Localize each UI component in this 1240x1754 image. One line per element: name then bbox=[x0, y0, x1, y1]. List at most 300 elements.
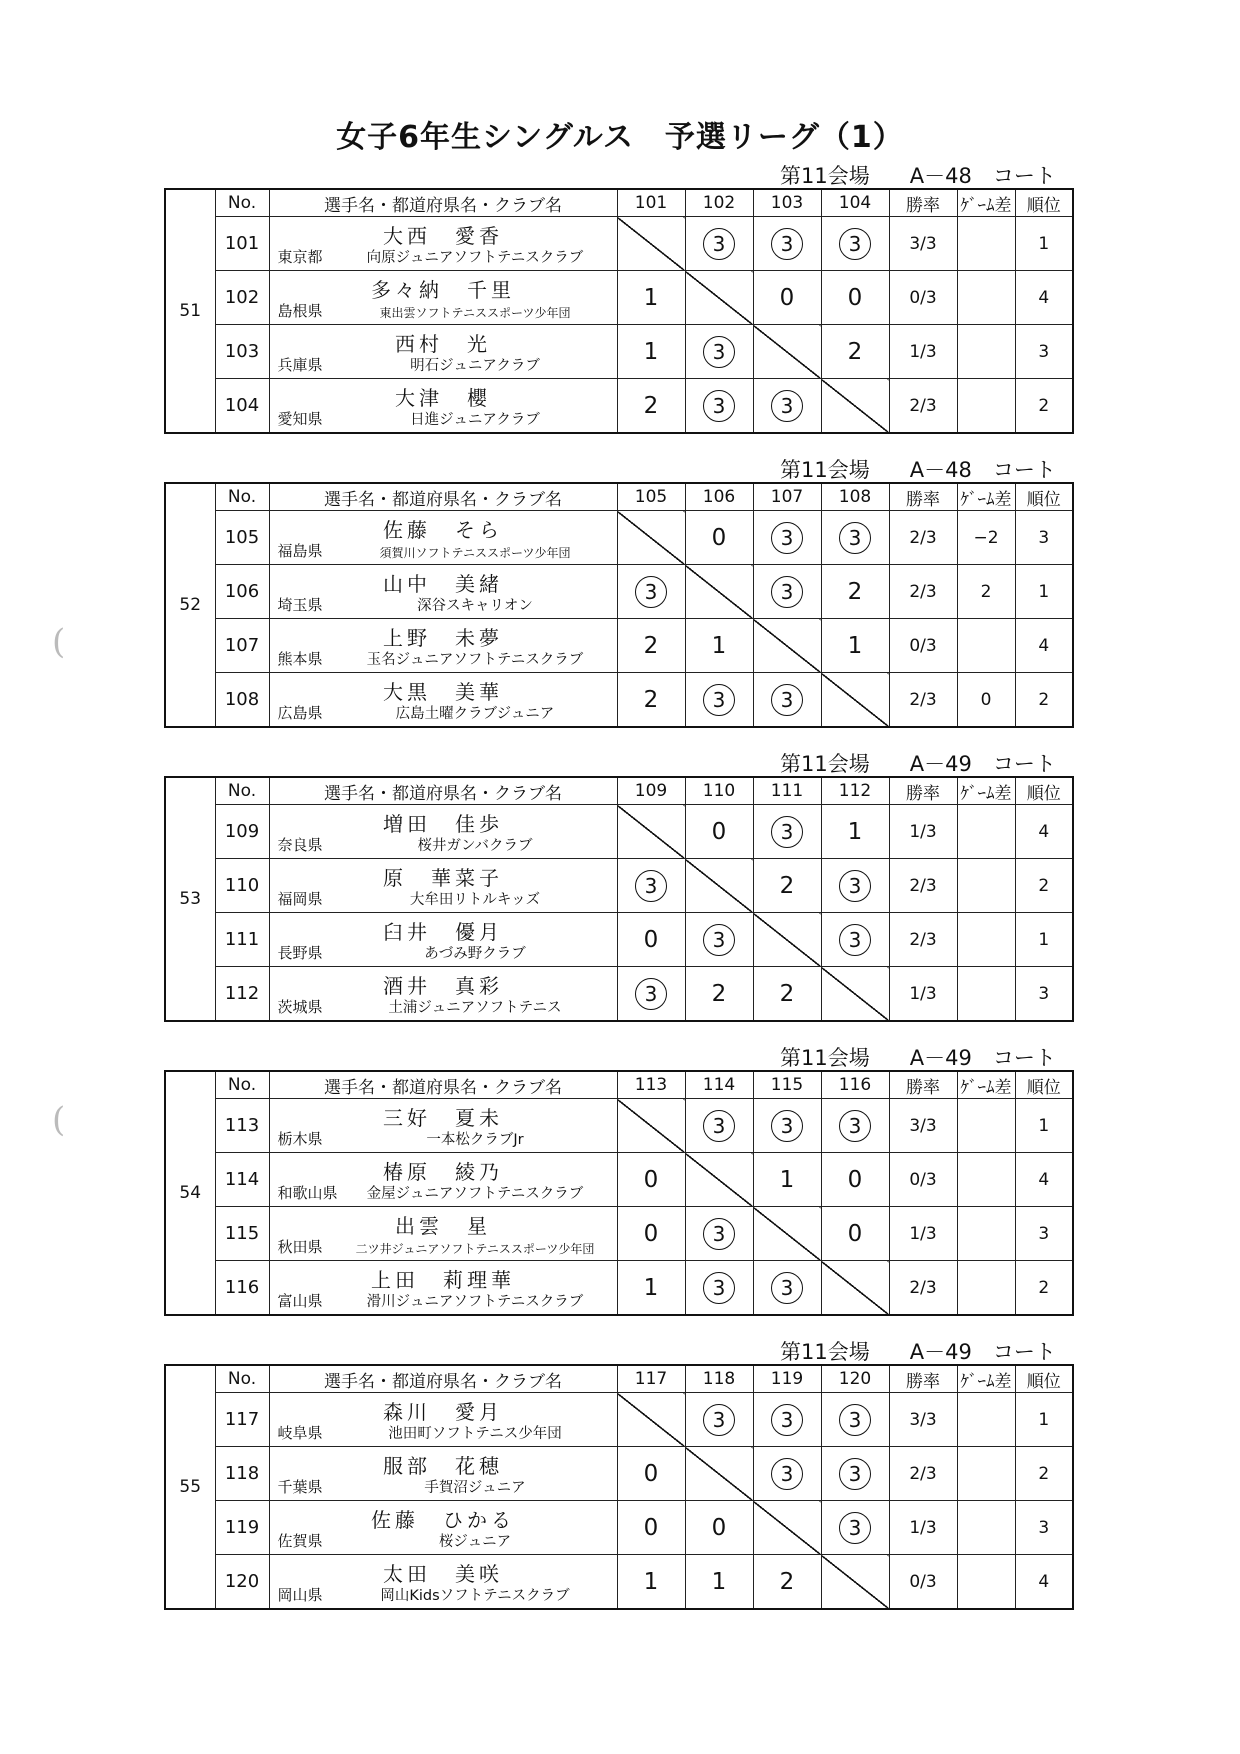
header-opponent-no: 107 bbox=[753, 483, 821, 511]
match-score: 2 bbox=[821, 325, 889, 379]
player-club: 桜井ガンバクラブ bbox=[417, 838, 533, 854]
win-rate: 0/3 bbox=[889, 619, 957, 673]
player-club: 岡山Kidsソフトテニスクラブ bbox=[380, 1588, 570, 1604]
player-row bbox=[165, 619, 1073, 673]
player-name: 上田 莉理華 bbox=[371, 1268, 515, 1292]
player-prefecture: 愛知県 bbox=[277, 410, 323, 428]
player-info bbox=[269, 1261, 617, 1316]
win-score-circle: 3 bbox=[839, 924, 871, 956]
player-row bbox=[165, 859, 1073, 913]
self-match-cell bbox=[685, 565, 753, 619]
header-opponent-no: 113 bbox=[617, 1071, 685, 1099]
match-score: 0 bbox=[617, 913, 685, 967]
win-score-circle: 3 bbox=[703, 924, 735, 956]
header-opponent-no: 105 bbox=[617, 483, 685, 511]
player-no: 111 bbox=[215, 913, 269, 967]
player-name: 臼井 優月 bbox=[383, 920, 503, 944]
header-opponent-no: 112 bbox=[821, 777, 889, 805]
player-info bbox=[269, 1099, 617, 1153]
player-prefecture: 島根県 bbox=[277, 302, 323, 320]
player-prefecture: 埼玉県 bbox=[277, 596, 323, 614]
match-score: 1 bbox=[821, 619, 889, 673]
venue-court-label bbox=[780, 748, 1060, 778]
win-score-circle: 3 bbox=[703, 1404, 735, 1436]
header-game-diff: ｹﾞｰﾑ差 bbox=[957, 483, 1015, 511]
player-no: 104 bbox=[215, 379, 269, 434]
win-score-circle: 3 bbox=[703, 1272, 735, 1304]
self-match-cell bbox=[617, 805, 685, 859]
player-no: 120 bbox=[215, 1555, 269, 1610]
header-game-diff: ｹﾞｰﾑ差 bbox=[957, 189, 1015, 217]
player-no: 107 bbox=[215, 619, 269, 673]
match-score: 0 bbox=[753, 271, 821, 325]
win-score-circle: 3 bbox=[771, 576, 803, 608]
match-score: 2 bbox=[617, 619, 685, 673]
player-info bbox=[269, 1555, 617, 1610]
header-opponent-no: 103 bbox=[753, 189, 821, 217]
win-rate: 1/3 bbox=[889, 325, 957, 379]
header-opponent-no: 116 bbox=[821, 1071, 889, 1099]
match-score: 0 bbox=[685, 1501, 753, 1555]
win-score-circle: 3 bbox=[771, 228, 803, 260]
game-diff bbox=[957, 379, 1015, 434]
rank: 4 bbox=[1015, 619, 1073, 673]
rank: 3 bbox=[1015, 511, 1073, 565]
match-score-win bbox=[685, 673, 753, 728]
player-no: 109 bbox=[215, 805, 269, 859]
player-info bbox=[269, 511, 617, 565]
win-score-circle: 3 bbox=[771, 1458, 803, 1490]
player-club: 二ツ井ジュニアソフトテニススポーツ少年団 bbox=[355, 1242, 595, 1256]
league-table bbox=[164, 1070, 1074, 1316]
player-club: あづみ野クラブ bbox=[424, 946, 526, 962]
player-prefecture: 長野県 bbox=[277, 944, 323, 962]
court-name: A－48 コート bbox=[909, 458, 1056, 482]
player-name: 椿原 綾乃 bbox=[383, 1160, 503, 1184]
self-match-cell bbox=[821, 1261, 889, 1316]
player-no: 115 bbox=[215, 1207, 269, 1261]
self-match-cell bbox=[753, 325, 821, 379]
rank: 3 bbox=[1015, 967, 1073, 1022]
venue-name: 第11会場 bbox=[780, 752, 870, 776]
player-club: 深谷スキャリオン bbox=[417, 598, 533, 614]
win-score-circle: 3 bbox=[635, 870, 667, 902]
player-prefecture: 福島県 bbox=[277, 542, 323, 560]
header-rank: 順位 bbox=[1015, 1365, 1073, 1393]
game-diff: 2 bbox=[957, 565, 1015, 619]
match-score-win bbox=[821, 1099, 889, 1153]
player-no: 102 bbox=[215, 271, 269, 325]
header-opponent-no: 102 bbox=[685, 189, 753, 217]
match-score-win bbox=[753, 1099, 821, 1153]
player-row bbox=[165, 1501, 1073, 1555]
player-no: 114 bbox=[215, 1153, 269, 1207]
venue-court-label bbox=[780, 1042, 1060, 1072]
scan-mark: ( bbox=[52, 622, 66, 662]
game-diff bbox=[957, 1153, 1015, 1207]
win-score-circle: 3 bbox=[771, 816, 803, 848]
match-score: 0 bbox=[617, 1153, 685, 1207]
self-match-cell bbox=[753, 619, 821, 673]
header-player: 選手名・都道府県名・クラブ名 bbox=[269, 483, 617, 511]
game-diff bbox=[957, 325, 1015, 379]
header-opponent-no: 118 bbox=[685, 1365, 753, 1393]
player-row bbox=[165, 1447, 1073, 1501]
player-club: 土浦ジュニアソフトテニス bbox=[388, 1000, 562, 1016]
win-rate: 2/3 bbox=[889, 379, 957, 434]
rank: 4 bbox=[1015, 805, 1073, 859]
header-opponent-no: 117 bbox=[617, 1365, 685, 1393]
venue-court-label bbox=[780, 160, 1060, 190]
header-rank: 順位 bbox=[1015, 777, 1073, 805]
header-player: 選手名・都道府県名・クラブ名 bbox=[269, 777, 617, 805]
rank: 4 bbox=[1015, 1153, 1073, 1207]
player-no: 118 bbox=[215, 1447, 269, 1501]
player-info bbox=[269, 217, 617, 271]
rank: 1 bbox=[1015, 1099, 1073, 1153]
match-score: 0 bbox=[617, 1447, 685, 1501]
win-score-circle: 3 bbox=[771, 1404, 803, 1436]
player-row bbox=[165, 1393, 1073, 1447]
player-name: 酒井 真彩 bbox=[383, 974, 503, 998]
player-info bbox=[269, 1501, 617, 1555]
win-score-circle: 3 bbox=[839, 1458, 871, 1490]
match-score-win bbox=[685, 1261, 753, 1316]
win-score-circle: 3 bbox=[771, 1272, 803, 1304]
header-opponent-no: 119 bbox=[753, 1365, 821, 1393]
player-club: 広島土曜クラブジュニア bbox=[395, 706, 555, 722]
self-match-cell bbox=[821, 673, 889, 728]
match-score: 1 bbox=[821, 805, 889, 859]
court-name: A－48 コート bbox=[909, 164, 1056, 188]
group-number: 54 bbox=[165, 1071, 215, 1315]
win-score-circle: 3 bbox=[771, 1110, 803, 1142]
self-match-cell bbox=[685, 1153, 753, 1207]
player-prefecture: 千葉県 bbox=[277, 1478, 323, 1496]
match-score: 0 bbox=[617, 1501, 685, 1555]
rank: 2 bbox=[1015, 859, 1073, 913]
player-info bbox=[269, 1447, 617, 1501]
self-match-cell bbox=[753, 1207, 821, 1261]
match-score-win bbox=[753, 1447, 821, 1501]
win-rate: 3/3 bbox=[889, 1393, 957, 1447]
match-score: 2 bbox=[753, 1555, 821, 1610]
self-match-cell bbox=[617, 217, 685, 271]
match-score-win bbox=[821, 859, 889, 913]
match-score-win bbox=[753, 673, 821, 728]
game-diff: 0 bbox=[957, 673, 1015, 728]
player-prefecture: 奈良県 bbox=[277, 836, 323, 854]
match-score-win bbox=[753, 217, 821, 271]
player-club: 明石ジュニアクラブ bbox=[410, 358, 540, 374]
player-no: 113 bbox=[215, 1099, 269, 1153]
player-name: 三好 夏未 bbox=[383, 1106, 503, 1130]
court-name: A－49 コート bbox=[909, 752, 1056, 776]
header-opponent-no: 108 bbox=[821, 483, 889, 511]
player-name: 上野 未夢 bbox=[383, 626, 503, 650]
header-game-diff: ｹﾞｰﾑ差 bbox=[957, 777, 1015, 805]
match-score: 1 bbox=[685, 1555, 753, 1610]
win-rate: 2/3 bbox=[889, 913, 957, 967]
match-score: 2 bbox=[685, 967, 753, 1022]
header-rank: 順位 bbox=[1015, 1071, 1073, 1099]
rank: 3 bbox=[1015, 1501, 1073, 1555]
header-win-rate: 勝率 bbox=[889, 777, 957, 805]
player-info bbox=[269, 859, 617, 913]
player-club: 向原ジュニアソフトテニスクラブ bbox=[366, 250, 584, 266]
header-win-rate: 勝率 bbox=[889, 1071, 957, 1099]
match-score: 0 bbox=[821, 1153, 889, 1207]
player-no: 116 bbox=[215, 1261, 269, 1316]
game-diff bbox=[957, 1099, 1015, 1153]
player-name: 出雲 星 bbox=[395, 1214, 491, 1238]
header-no: No. bbox=[215, 1365, 269, 1393]
match-score: 1 bbox=[685, 619, 753, 673]
game-diff bbox=[957, 271, 1015, 325]
player-club: 一本松クラブJr bbox=[426, 1132, 524, 1148]
match-score-win bbox=[821, 511, 889, 565]
game-diff bbox=[957, 967, 1015, 1022]
match-score-win bbox=[821, 217, 889, 271]
match-score-win bbox=[753, 1393, 821, 1447]
match-score-win bbox=[821, 913, 889, 967]
player-prefecture: 秋田県 bbox=[277, 1238, 323, 1256]
header-row bbox=[165, 1365, 1073, 1393]
header-opponent-no: 104 bbox=[821, 189, 889, 217]
player-club: 須賀川ソフトテニススポーツ少年団 bbox=[379, 546, 571, 560]
player-prefecture: 佐賀県 bbox=[277, 1532, 323, 1550]
header-opponent-no: 115 bbox=[753, 1071, 821, 1099]
group-number: 55 bbox=[165, 1365, 215, 1609]
player-prefecture: 栃木県 bbox=[277, 1130, 323, 1148]
self-match-cell bbox=[753, 1501, 821, 1555]
player-name: 山中 美緒 bbox=[383, 572, 503, 596]
rank: 1 bbox=[1015, 217, 1073, 271]
player-info bbox=[269, 379, 617, 434]
header-opponent-no: 109 bbox=[617, 777, 685, 805]
win-score-circle: 3 bbox=[703, 684, 735, 716]
match-score-win bbox=[821, 1447, 889, 1501]
player-name: 原 華菜子 bbox=[383, 866, 503, 890]
win-score-circle: 3 bbox=[839, 522, 871, 554]
win-rate: 2/3 bbox=[889, 1261, 957, 1316]
player-info bbox=[269, 805, 617, 859]
self-match-cell bbox=[821, 1555, 889, 1610]
player-name: 西村 光 bbox=[395, 332, 491, 356]
venue-name: 第11会場 bbox=[780, 458, 870, 482]
win-score-circle: 3 bbox=[839, 1404, 871, 1436]
self-match-cell bbox=[617, 1393, 685, 1447]
win-score-circle: 3 bbox=[771, 684, 803, 716]
win-rate: 1/3 bbox=[889, 1501, 957, 1555]
player-info bbox=[269, 967, 617, 1022]
win-score-circle: 3 bbox=[839, 1512, 871, 1544]
match-score: 2 bbox=[753, 859, 821, 913]
win-rate: 2/3 bbox=[889, 511, 957, 565]
player-row bbox=[165, 325, 1073, 379]
league-table bbox=[164, 1364, 1074, 1610]
player-row bbox=[165, 511, 1073, 565]
self-match-cell bbox=[685, 271, 753, 325]
match-score-win bbox=[685, 379, 753, 434]
player-name: 服部 花穂 bbox=[383, 1454, 503, 1478]
win-score-circle: 3 bbox=[839, 1110, 871, 1142]
player-club: 滑川ジュニアソフトテニスクラブ bbox=[366, 1294, 584, 1310]
player-row bbox=[165, 967, 1073, 1022]
game-diff bbox=[957, 805, 1015, 859]
player-name: 大津 櫻 bbox=[395, 386, 491, 410]
rank: 4 bbox=[1015, 1555, 1073, 1610]
header-no: No. bbox=[215, 1071, 269, 1099]
player-name: 佐藤 ひかる bbox=[371, 1508, 515, 1532]
match-score-win bbox=[617, 565, 685, 619]
self-match-cell bbox=[753, 913, 821, 967]
game-diff bbox=[957, 913, 1015, 967]
player-row bbox=[165, 805, 1073, 859]
court-name: A－49 コート bbox=[909, 1340, 1056, 1364]
venue-court-label bbox=[780, 454, 1060, 484]
player-info bbox=[269, 619, 617, 673]
venue-court-label bbox=[780, 1336, 1060, 1366]
header-opponent-no: 114 bbox=[685, 1071, 753, 1099]
win-rate: 1/3 bbox=[889, 805, 957, 859]
player-club: 桜ジュニア bbox=[438, 1534, 512, 1550]
win-rate: 2/3 bbox=[889, 1447, 957, 1501]
header-opponent-no: 110 bbox=[685, 777, 753, 805]
rank: 2 bbox=[1015, 379, 1073, 434]
player-prefecture: 岐阜県 bbox=[277, 1424, 323, 1442]
venue-name: 第11会場 bbox=[780, 1340, 870, 1364]
match-score-win bbox=[685, 1207, 753, 1261]
header-opponent-no: 101 bbox=[617, 189, 685, 217]
header-row bbox=[165, 189, 1073, 217]
player-row bbox=[165, 1207, 1073, 1261]
player-prefecture: 富山県 bbox=[277, 1292, 323, 1310]
match-score: 0 bbox=[821, 271, 889, 325]
player-no: 119 bbox=[215, 1501, 269, 1555]
win-rate: 2/3 bbox=[889, 565, 957, 619]
player-prefecture: 東京都 bbox=[277, 248, 323, 266]
player-no: 106 bbox=[215, 565, 269, 619]
match-score-win bbox=[617, 967, 685, 1022]
game-diff bbox=[957, 1555, 1015, 1610]
player-info bbox=[269, 913, 617, 967]
player-club: 東出雲ソフトテニススポーツ少年団 bbox=[379, 306, 571, 320]
player-row bbox=[165, 217, 1073, 271]
player-info bbox=[269, 673, 617, 728]
win-rate: 2/3 bbox=[889, 859, 957, 913]
page-title: 女子6年生シングルス 予選リーグ（1） bbox=[336, 120, 904, 155]
player-name: 森川 愛月 bbox=[383, 1400, 503, 1424]
self-match-cell bbox=[821, 379, 889, 434]
league-table bbox=[164, 776, 1074, 1022]
league-table bbox=[164, 482, 1074, 728]
player-row bbox=[165, 379, 1073, 434]
player-row bbox=[165, 1099, 1073, 1153]
player-name: 増田 佳歩 bbox=[383, 812, 503, 836]
player-club: 池田町ソフトテニス少年団 bbox=[388, 1426, 562, 1442]
player-club: 金屋ジュニアソフトテニスクラブ bbox=[366, 1186, 584, 1202]
self-match-cell bbox=[821, 967, 889, 1022]
player-row bbox=[165, 913, 1073, 967]
player-prefecture: 兵庫県 bbox=[277, 356, 323, 374]
player-info bbox=[269, 1153, 617, 1207]
match-score: 0 bbox=[821, 1207, 889, 1261]
match-score: 2 bbox=[617, 673, 685, 728]
win-rate: 3/3 bbox=[889, 1099, 957, 1153]
player-row bbox=[165, 565, 1073, 619]
match-score-win bbox=[753, 1261, 821, 1316]
player-row bbox=[165, 673, 1073, 728]
rank: 1 bbox=[1015, 913, 1073, 967]
win-rate: 0/3 bbox=[889, 1153, 957, 1207]
player-prefecture: 熊本県 bbox=[277, 650, 323, 668]
group-number: 51 bbox=[165, 189, 215, 433]
player-info bbox=[269, 325, 617, 379]
match-score: 2 bbox=[753, 967, 821, 1022]
match-score: 2 bbox=[617, 379, 685, 434]
player-info bbox=[269, 1207, 617, 1261]
win-rate: 3/3 bbox=[889, 217, 957, 271]
group-number: 52 bbox=[165, 483, 215, 727]
player-info bbox=[269, 1393, 617, 1447]
match-score: 1 bbox=[617, 271, 685, 325]
match-score-win bbox=[753, 511, 821, 565]
player-name: 大西 愛香 bbox=[383, 224, 503, 248]
venue-name: 第11会場 bbox=[780, 164, 870, 188]
rank: 3 bbox=[1015, 1207, 1073, 1261]
win-score-circle: 3 bbox=[839, 228, 871, 260]
rank: 1 bbox=[1015, 565, 1073, 619]
match-score: 1 bbox=[617, 325, 685, 379]
game-diff: −2 bbox=[957, 511, 1015, 565]
match-score: 1 bbox=[753, 1153, 821, 1207]
player-no: 117 bbox=[215, 1393, 269, 1447]
player-no: 105 bbox=[215, 511, 269, 565]
win-rate: 0/3 bbox=[889, 271, 957, 325]
header-player: 選手名・都道府県名・クラブ名 bbox=[269, 1365, 617, 1393]
header-opponent-no: 120 bbox=[821, 1365, 889, 1393]
self-match-cell bbox=[617, 511, 685, 565]
self-match-cell bbox=[685, 1447, 753, 1501]
header-player: 選手名・都道府県名・クラブ名 bbox=[269, 1071, 617, 1099]
header-no: No. bbox=[215, 777, 269, 805]
match-score-win bbox=[685, 325, 753, 379]
match-score: 1 bbox=[617, 1261, 685, 1316]
win-score-circle: 3 bbox=[703, 1218, 735, 1250]
match-score-win bbox=[821, 1393, 889, 1447]
win-score-circle: 3 bbox=[771, 390, 803, 422]
header-no: No. bbox=[215, 189, 269, 217]
win-rate: 1/3 bbox=[889, 967, 957, 1022]
match-score: 2 bbox=[821, 565, 889, 619]
player-name: 大黒 美華 bbox=[383, 680, 503, 704]
player-row bbox=[165, 1153, 1073, 1207]
self-match-cell bbox=[685, 859, 753, 913]
header-game-diff: ｹﾞｰﾑ差 bbox=[957, 1365, 1015, 1393]
game-diff bbox=[957, 217, 1015, 271]
header-player: 選手名・都道府県名・クラブ名 bbox=[269, 189, 617, 217]
rank: 3 bbox=[1015, 325, 1073, 379]
player-info bbox=[269, 565, 617, 619]
player-prefecture: 和歌山県 bbox=[277, 1184, 338, 1202]
header-row bbox=[165, 777, 1073, 805]
game-diff bbox=[957, 1207, 1015, 1261]
win-score-circle: 3 bbox=[703, 228, 735, 260]
header-rank: 順位 bbox=[1015, 189, 1073, 217]
player-no: 101 bbox=[215, 217, 269, 271]
match-score: 0 bbox=[685, 805, 753, 859]
